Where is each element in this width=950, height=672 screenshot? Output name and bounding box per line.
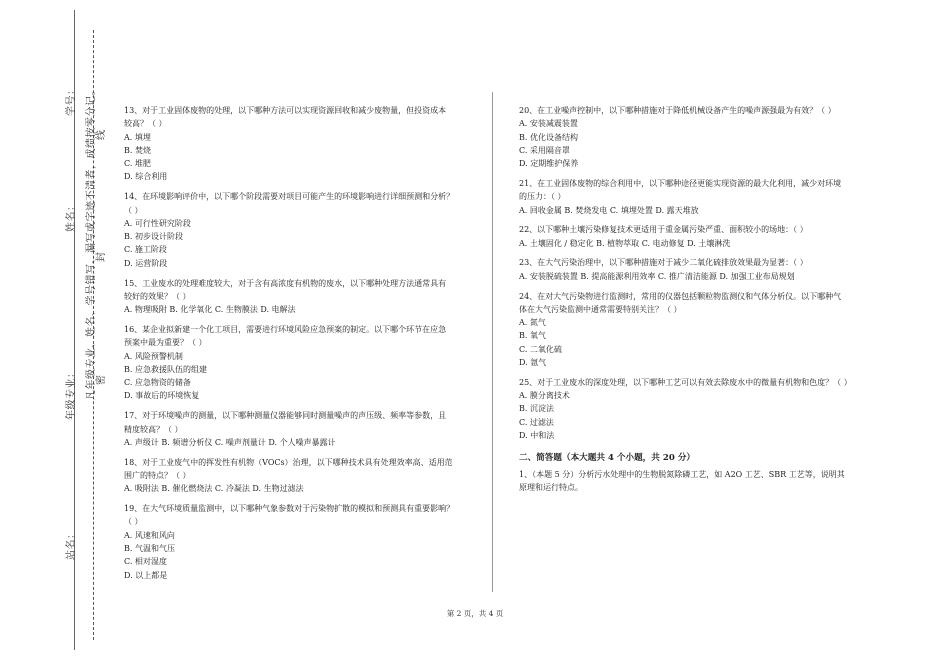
question-stem: 20、在工业噪声控制中，以下哪种措施对于降低机械设备产生的噪声源强最为有效？（ ） bbox=[519, 106, 836, 115]
option-a: A. 可行性研究阶段 bbox=[124, 218, 191, 228]
option-c: C. 过滤法 bbox=[519, 417, 554, 427]
question-stem-cont: （ ） bbox=[124, 205, 143, 215]
question-stem: 18、对于工业废气中的挥发性有机物（VOCs）治理，以下哪种技术具有处理效率高、适用范 bbox=[124, 457, 453, 467]
option-b: B. 气温和气压 bbox=[124, 543, 175, 553]
question-stem-cont: 原理和运行特点。 bbox=[519, 482, 583, 492]
question-stem-cont: 较高？（ ） bbox=[124, 119, 167, 129]
option-a: A. 风险预警机制 bbox=[124, 351, 183, 361]
question-stem: 25、对于工业废水的深度处理，以下哪种工艺可以有效去除废水中的微量有机物和色度？（ ） bbox=[519, 377, 852, 387]
question-14 bbox=[124, 190, 474, 270]
question-stem: 13、对于工业固体废物的处理，以下哪种方法可以实现资源回收和减少废物量，但投资成本 bbox=[124, 106, 447, 115]
student-id-label: 学号： bbox=[66, 84, 77, 116]
option-d: D. 中和法 bbox=[519, 431, 555, 441]
question-stem: 14、在环境影响评价中，以下哪个阶段需要对项目可能产生的环境影响进行详细预测和分析？ bbox=[124, 192, 455, 202]
option-b: B. 初步设计阶段 bbox=[124, 232, 183, 242]
question-stem-cont: 体在大气污染监测中通常需要特别关注？（ ） bbox=[519, 304, 682, 314]
option-d: D. 定期维护保养 bbox=[519, 159, 579, 169]
option-c: C. 堆肥 bbox=[124, 159, 151, 169]
seal-mark-mi: 密 bbox=[96, 374, 107, 385]
question-25 bbox=[519, 376, 879, 442]
options-inline: A. 土壤固化 / 稳定化 B. 植物萃取 C. 电动修复 D. 土壤淋洗 bbox=[519, 238, 731, 248]
seal-mark-xian: 线 bbox=[96, 129, 107, 140]
option-a: A. 风速和风向 bbox=[124, 530, 175, 540]
page-number-footer: 第 2 页，共 4 页 bbox=[446, 609, 504, 618]
binding-strip bbox=[0, 0, 110, 672]
question-stem-cont: 的压力：（ ） bbox=[519, 192, 566, 202]
question-stem: 22、以下哪种土壤污染修复技术更适用于重金属污染严重、面积较小的场地：（ ） bbox=[519, 225, 808, 235]
short-answer-question-1 bbox=[519, 468, 879, 495]
option-c: C. 相对湿度 bbox=[124, 557, 167, 567]
column-divider bbox=[492, 92, 493, 592]
right-question-column bbox=[519, 104, 879, 501]
options-inline: A. 声级计 B. 频谱分析仪 C. 噪声剂量计 D. 个人噪声暴露计 bbox=[124, 437, 336, 447]
option-a: A. 安装减震装置 bbox=[519, 119, 578, 129]
option-d: D. 以上都是 bbox=[124, 570, 168, 580]
question-18 bbox=[124, 456, 474, 496]
option-b: B. 焚烧 bbox=[124, 145, 151, 155]
question-21 bbox=[519, 177, 879, 217]
question-stem: 16、某企业拟新建一个化工项目，需要进行环境风险应急预案的制定。以下哪个环节在应急 bbox=[124, 324, 447, 334]
short-answer-section-title: 二、简答题（本大题共 4 个小题，共 20 分） bbox=[519, 453, 696, 464]
seal-line-notice: 凡年级专业、姓名、学号错写、漏写或字迹不清者，成绩按零分记。 bbox=[86, 85, 97, 400]
seal-mark-feng: 封 bbox=[96, 251, 107, 262]
option-b: B. 应急救援队伍的组建 bbox=[124, 364, 207, 374]
options-inline: A. 吸附法 B. 催化燃烧法 C. 冷凝法 D. 生物过滤法 bbox=[124, 484, 304, 494]
school-label: 站名： bbox=[66, 528, 77, 560]
question-23 bbox=[519, 256, 879, 283]
question-stem-cont: 预案中最为重要？（ ） bbox=[124, 338, 207, 348]
option-a: A. 氮气 bbox=[519, 318, 546, 328]
question-17 bbox=[124, 409, 474, 449]
left-question-column bbox=[124, 104, 474, 588]
question-22 bbox=[519, 223, 879, 250]
option-d: D. 运营阶段 bbox=[124, 258, 168, 268]
question-19 bbox=[124, 502, 474, 582]
option-d: D. 综合利用 bbox=[124, 172, 168, 182]
question-20 bbox=[519, 104, 879, 170]
question-stem-cont: 较好的效果？（ ） bbox=[124, 291, 191, 301]
question-stem-cont: 围广的特点？（ ） bbox=[124, 470, 191, 480]
option-c: C. 采用隔音罩 bbox=[519, 145, 570, 155]
question-16 bbox=[124, 323, 474, 403]
question-13 bbox=[124, 104, 474, 184]
question-stem: 21、在工业固体废物的综合利用中，以下哪种途径更能实现资源的最大化利用，减少对环境 bbox=[519, 178, 842, 188]
question-stem-cont: （ ） bbox=[124, 517, 143, 527]
question-24 bbox=[519, 290, 879, 370]
question-stem-cont: 精度较高？（ ） bbox=[124, 424, 183, 434]
options-inline: A. 安装脱硫装置 B. 提高能源利用效率 C. 推广清洁能源 D. 加强工业布局规划 bbox=[519, 271, 795, 281]
question-15 bbox=[124, 277, 474, 317]
option-c: C. 应急物资的储备 bbox=[124, 378, 191, 388]
option-c: C. 施工阶段 bbox=[124, 245, 167, 255]
option-d: D. 氩气 bbox=[519, 358, 547, 368]
option-c: C. 二氧化硫 bbox=[519, 344, 562, 354]
question-stem: 1、（本题 5 分）分析污水处理中的生物脱氮除磷工艺，如 A2O 工艺、SBR 工艺等，说明其 bbox=[519, 469, 845, 479]
option-b: B. 优化设备结构 bbox=[519, 132, 578, 142]
question-stem: 17、对于环境噪声的测量，以下哪种测量仪器能够同时测量噪声的声压级、频率等参数，且 bbox=[124, 411, 447, 421]
option-d: D. 事故后的环境恢复 bbox=[124, 391, 200, 401]
question-stem: 19、在大气环境质量监测中，以下哪种气象参数对于污染物扩散的模拟和预测具有重要影响？ bbox=[124, 504, 455, 514]
question-stem: 24、在对大气污染物进行监测时，常用的仪器包括颗粒物监测仪和气体分析仪。以下哪种气 bbox=[519, 291, 842, 301]
question-stem: 15、工业废水的处理难度较大，对于含有高浓度有机物的废水，以下哪种处理方法通常具有 bbox=[124, 278, 447, 288]
name-label: 姓名： bbox=[66, 200, 77, 232]
option-b: B. 沉淀法 bbox=[519, 404, 554, 414]
major-label: 年级专业： bbox=[66, 367, 77, 420]
option-a: A. 膜分离技术 bbox=[519, 391, 570, 401]
options-inline: A. 物理吸附 B. 化学氧化 C. 生物膜法 D. 电解法 bbox=[124, 305, 296, 315]
options-inline: A. 回收金属 B. 焚烧发电 C. 填埋处置 D. 露天堆放 bbox=[519, 205, 699, 215]
question-stem: 23、在大气污染治理中，以下哪种措施对于减少二氧化硫排放效果最为显著：（ ） bbox=[519, 258, 808, 268]
option-a: A. 填埋 bbox=[124, 132, 151, 142]
option-b: B. 氧气 bbox=[519, 331, 546, 341]
